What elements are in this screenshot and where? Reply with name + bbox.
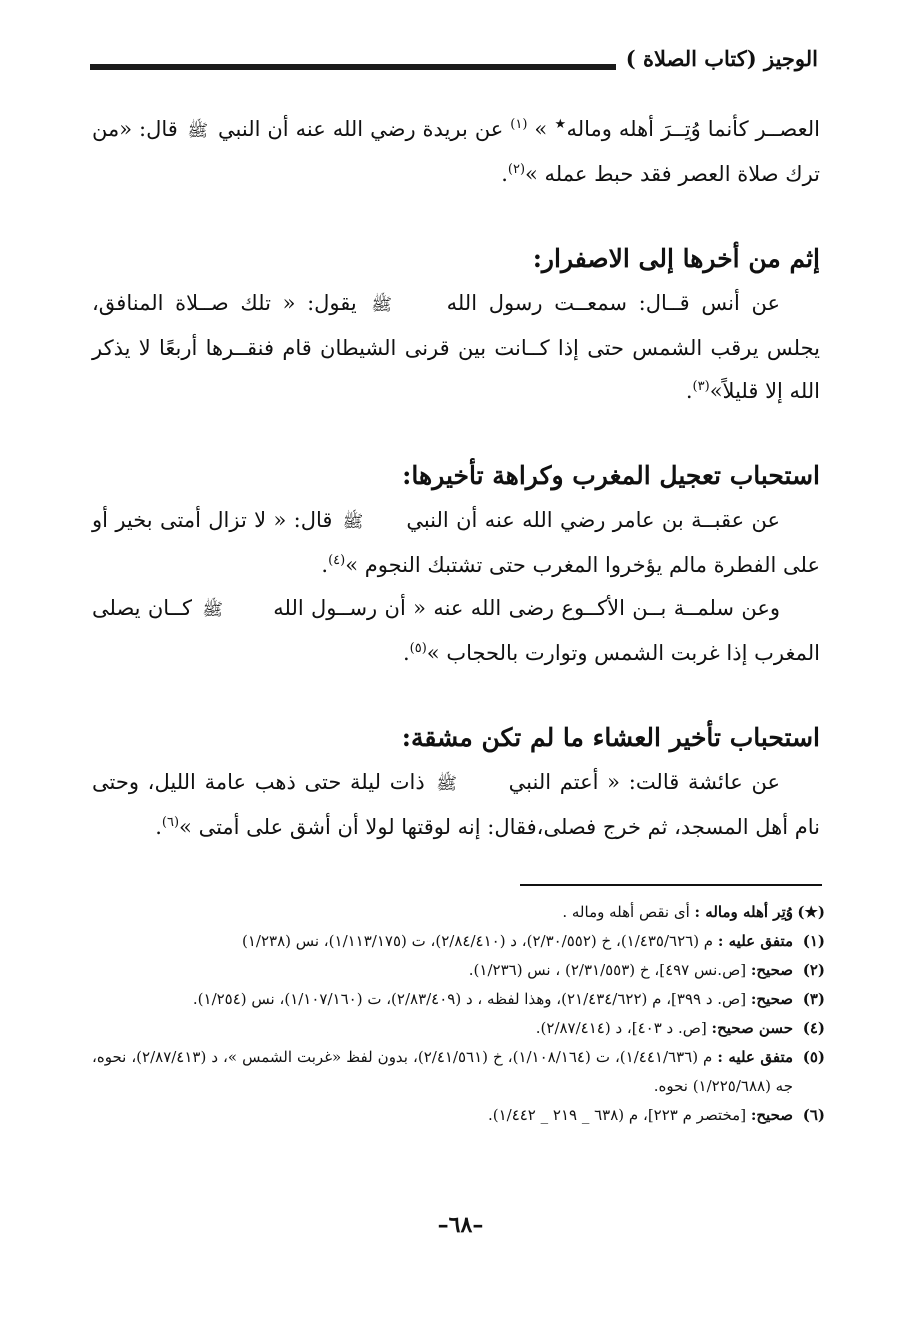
footnote — [92, 927, 825, 956]
sallallahu-glyph: ﷺ — [436, 774, 457, 794]
footnote-number: (٢) — [802, 961, 825, 979]
header-title: الوجيز (كتاب الصلاة ) — [616, 46, 818, 71]
paragraph-uqba — [92, 499, 820, 587]
footnote-grade: صحيح: — [750, 961, 793, 979]
footnote — [92, 1101, 825, 1130]
text-run: وعن سلمــة بــن الأكــوع رضى الله عنه « أن رســول الله — [265, 596, 781, 620]
footnote — [92, 1043, 825, 1101]
footnote-separator — [520, 884, 822, 886]
footnote — [92, 985, 825, 1014]
text-run: عن بريدة رضي الله عنه أن النبي — [211, 117, 511, 141]
text-run: عن عائشة قالت: « أعتم النبي — [499, 770, 780, 794]
footnote-grade: متفق عليه : — [717, 932, 793, 950]
footnote-marker-2: (٢) — [507, 162, 526, 177]
footnote-marker-1: (١) — [510, 117, 528, 132]
text-run: . — [685, 379, 693, 403]
footnote-grade: صحيح: — [750, 1106, 793, 1124]
footnote-number: (٦) — [802, 1106, 825, 1124]
footnotes — [92, 898, 825, 1130]
footnote-marker-4: (٤) — [328, 553, 346, 568]
text-run: » — [527, 117, 555, 141]
footnote-grade: متفق عليه : — [717, 1048, 794, 1066]
footnote-number: (٤) — [802, 1019, 825, 1037]
paragraph-aisha — [92, 761, 820, 849]
footnote-text: [مختصر م ٢٢٣]، م (٦٣٨ _ ٢١٩ _ ١/٤٤٢). — [487, 1106, 751, 1124]
paragraph-anas — [92, 282, 820, 413]
footnote-marker-5: (٥) — [409, 641, 427, 656]
footnote-text: أى نقص أهله وماله . — [562, 903, 695, 921]
text-run: . — [402, 641, 410, 665]
text-run: العصــر كأنما وُتِــرَ أهله وماله — [566, 117, 821, 141]
sallallahu-glyph: ﷺ — [202, 600, 223, 620]
text-run: قال: « لا تزال أمتى بخير أو على الفطرة مالم يؤخروا المغرب حتى تشتبك النجوم » — [92, 508, 820, 577]
text-run: عن أنس قــال: سمعــت رسول الله — [434, 291, 780, 315]
footnote-text: [ص. د ٣٩٩]، م (٢١/٤٣٤/٦٢٢)، وهذا لفظه ، د (٢/٨٣/٤٠٩)، ت (١/١٠٧/١٦٠)، نس (١/٢٥٤). — [192, 990, 751, 1008]
sallallahu-glyph: ﷺ — [187, 121, 209, 141]
page-number: –٦٨– — [437, 1212, 484, 1238]
text-run: . — [321, 553, 329, 577]
section-heading-isha: استحباب تأخير العشاء ما لم تكن مشقة: — [401, 723, 820, 752]
paragraph-salama — [92, 587, 820, 675]
text-run: ذات ليلة حتى ذهب عامة الليل، وحتى نام أهل المسجد، ثم خرج فصلى،فقال: إنه لوقتها لولا أن أشق على أمتى » — [92, 770, 820, 839]
text-run: . — [501, 162, 508, 186]
footnote-grade: صحيح: — [750, 990, 793, 1008]
footnote — [92, 1014, 825, 1043]
section-heading-asr-delay: إثم من أخرها إلى الاصفرار: — [532, 244, 820, 273]
header-rule — [90, 64, 618, 70]
footnote-marker-6: (٦) — [161, 815, 180, 830]
text-run: قال: «من ترك صلاة العصر فقد حبط عمله » — [92, 117, 820, 186]
footnote-number: (١) — [802, 932, 825, 950]
footnote-text: م (١/٤٤١/٦٣٦)، ت (١/١٠٨/١٦٤)، خ (٢/٤١/٥٦١)، بدون لفظ «غربت الشمس »، د (٢/٨٧/٤١٣)، نحوه، جه (١/٢٢٥/٦٨٨) نحوه. — [92, 1048, 793, 1095]
footnote-number: (٥) — [802, 1048, 825, 1066]
footnote-text: [ص. د ٤٠٣]، د (٢/٨٧/٤١٤). — [535, 1019, 712, 1037]
main-text — [92, 108, 820, 849]
footnote-number: (★) — [797, 903, 825, 921]
footnote-number: (٣) — [802, 990, 825, 1008]
section-heading-maghrib: استحباب تعجيل المغرب وكراهة تأخيرها: — [402, 461, 820, 490]
footnote-marker-3: (٣) — [692, 379, 710, 394]
paragraph-continued — [92, 108, 820, 196]
text-run: كــان يصلى المغرب إذا غربت الشمس وتوارت بالحجاب » — [92, 596, 820, 665]
text-run: يقول: « تلك صــلاة المنافق، يجلس يرقب الشمس حتى إذا كــانت بين قرنى الشيطان قام فنقــرها أربعًا لا يذكر الله إلا قليلاً» — [92, 291, 820, 403]
footnote — [92, 898, 825, 927]
text-run: عن عقبــة بن عامر رضي الله عنه أن النبي — [406, 508, 780, 532]
footnote-text: [ص.نس ٤٩٧]، خ (٢/٣١/٥٥٣) ، نس (١/٢٣٦). — [468, 961, 751, 979]
footnote-grade: حسن صحيح: — [711, 1019, 793, 1037]
footnote — [92, 956, 825, 985]
footnote-grade: وُتِر أهله وماله : — [694, 903, 793, 921]
footnote-marker-star: ★ — [554, 117, 567, 132]
running-header — [90, 40, 818, 90]
sallallahu-glyph: ﷺ — [371, 295, 392, 315]
footnote-text: م (١/٤٣٥/٦٢٦)، خ (٢/٣٠/٥٥٢)، د (٢/٨٤/٤١٠)، ت (١/١١٣/١٧٥)، نس (١/٢٣٨) — [241, 932, 718, 950]
sallallahu-glyph: ﷺ — [342, 512, 364, 532]
text-run: . — [155, 815, 162, 839]
